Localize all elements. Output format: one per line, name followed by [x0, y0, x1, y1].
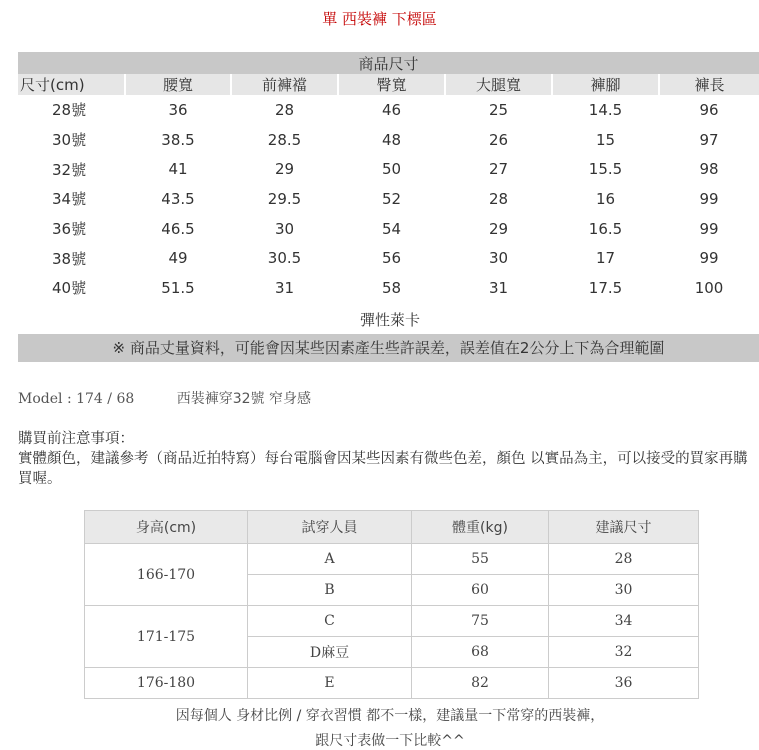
cell: 52: [381, 189, 402, 208]
footer-note-line-1: 因每個人 身材比例 / 穿衣習慣 都不一樣，建議量一下常穿的西裝褲，: [175, 708, 605, 724]
cell: 29: [488, 219, 509, 238]
cell: 17.5: [588, 278, 623, 297]
cell: 32號: [52, 160, 87, 179]
cell: B: [248, 575, 412, 606]
cell: 49: [168, 249, 188, 268]
footer-note-line-2: 跟尺寸表做一下比較^^: [315, 733, 465, 749]
cell: 58: [381, 278, 402, 297]
cell: 26: [488, 130, 509, 149]
cell: 28: [488, 189, 509, 208]
cell: 30.5: [267, 249, 302, 268]
size-row: [18, 95, 759, 125]
fit-row: [85, 668, 699, 699]
cell: 28: [549, 544, 699, 575]
height-range: 166-170: [85, 544, 248, 606]
cell: 30: [549, 575, 699, 606]
cell: 14.5: [588, 100, 623, 119]
cell: 46: [381, 100, 402, 119]
size-row: [18, 243, 759, 273]
cell: 28: [274, 100, 295, 119]
cell: 28號: [52, 101, 87, 120]
cell: 97: [699, 130, 719, 149]
cell: 51.5: [161, 278, 195, 297]
col-header: 尺寸(cm): [18, 74, 125, 95]
cell: 34: [549, 606, 699, 637]
fit-table-header: [85, 511, 699, 544]
cell: 28.5: [267, 130, 302, 149]
size-row: [18, 184, 759, 214]
fit-table: [84, 510, 699, 699]
col-header: 建議尺寸: [549, 511, 699, 544]
notes-heading: 購買前注意事項：: [18, 431, 134, 447]
cell: 98: [699, 160, 719, 179]
cell: 99: [699, 249, 719, 268]
cell: 46.5: [161, 219, 195, 238]
cell: 100: [694, 278, 724, 297]
size-table-title: 商品尺寸: [18, 52, 759, 74]
size-table: [18, 52, 759, 303]
cell: 32: [549, 637, 699, 668]
measurement-notice: ※ 商品丈量資料，可能會因某些因素產生些許誤差，誤差值在2公分上下為合理範圍: [18, 334, 759, 362]
model-info: [18, 388, 311, 408]
size-table-header: [18, 74, 759, 95]
cell: 40號: [52, 279, 87, 298]
cell: 54: [381, 219, 402, 238]
cell: 15: [595, 130, 616, 149]
size-row: [18, 273, 759, 303]
size-row: [18, 154, 759, 184]
cell: 16: [595, 189, 616, 208]
cell: 99: [699, 219, 719, 238]
cell: 29: [274, 160, 295, 179]
cell: 55: [412, 544, 549, 575]
cell: 25: [488, 100, 509, 119]
cell: 82: [412, 668, 549, 699]
cell: 29.5: [267, 189, 302, 208]
height-range: 171-175: [85, 606, 248, 668]
col-header: 褲腳: [552, 74, 659, 95]
col-header: 褲長: [659, 74, 759, 95]
cell: 41: [168, 160, 188, 179]
cell: 50: [381, 160, 402, 179]
col-header: 試穿人員: [248, 511, 412, 544]
cell: 48: [381, 130, 402, 149]
cell: 31: [488, 278, 509, 297]
cell: 31: [274, 278, 295, 297]
cell: 36號: [52, 220, 87, 239]
col-header: 腰寬: [125, 74, 231, 95]
cell: 75: [412, 606, 549, 637]
cell: 30: [488, 249, 509, 268]
cell: 43.5: [161, 189, 195, 208]
size-row: [18, 214, 759, 244]
cell: 38號: [52, 249, 87, 268]
cell: 36: [168, 100, 188, 119]
fabric-label: 彈性萊卡: [359, 311, 420, 329]
cell: 99: [699, 189, 719, 208]
col-header: 臀寬: [338, 74, 445, 95]
purchase-notes: [18, 429, 758, 489]
cell: 15.5: [588, 160, 623, 179]
cell: 30: [274, 219, 295, 238]
cell: D麻豆: [248, 637, 412, 668]
cell: 68: [412, 637, 549, 668]
height-range: 176-180: [85, 668, 248, 699]
fit-row: [85, 544, 699, 575]
model-fit-desc: 西裝褲穿32號 窄身感: [176, 391, 311, 407]
cell: 30號: [52, 131, 87, 150]
notes-body: 實體顏色，建議參考（商品近拍特寫）每台電腦會因某些因素有微些色差，顏色 以實品為主，可以接受的買家再購買喔。: [18, 451, 748, 487]
cell: A: [248, 544, 412, 575]
cell: 27: [488, 160, 509, 179]
fit-row: [85, 606, 699, 637]
cell: 38.5: [161, 130, 195, 149]
cell: 17: [595, 249, 616, 268]
cell: 56: [381, 249, 402, 268]
col-header: 前褲襠: [231, 74, 338, 95]
size-row: [18, 125, 759, 155]
cell: 36: [549, 668, 699, 699]
model-stats: Model : 174 / 68: [18, 391, 135, 407]
col-header: 體重(kg): [412, 511, 549, 544]
cell: E: [248, 668, 412, 699]
col-header: 身高(cm): [85, 511, 248, 544]
cell: 60: [412, 575, 549, 606]
cell: 34號: [52, 190, 87, 209]
col-header: 大腿寬: [445, 74, 552, 95]
page-title: 單 西裝褲 下標區: [322, 10, 437, 28]
cell: C: [248, 606, 412, 637]
cell: 96: [699, 100, 719, 119]
cell: 16.5: [588, 219, 623, 238]
